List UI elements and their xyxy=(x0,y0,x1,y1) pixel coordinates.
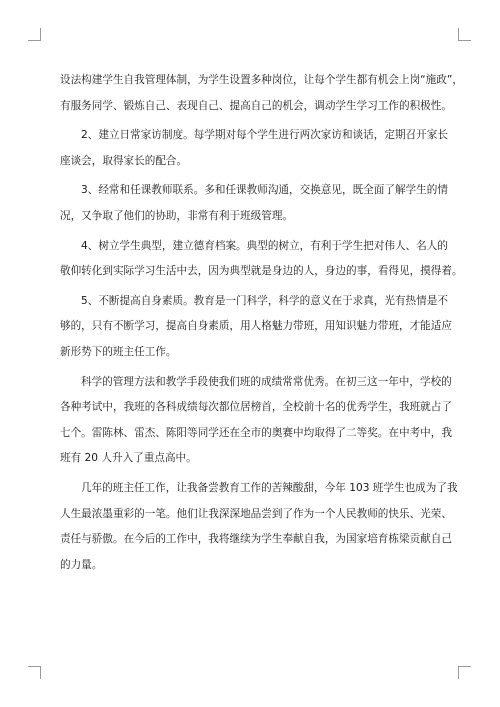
text-line: 2、建立日常家访制度。每学期对每个学生进行两次家访和谈话，定期召开家长 xyxy=(81,129,448,142)
paragraph xyxy=(60,68,463,119)
page-corner-mark-bottom-right xyxy=(458,666,471,679)
paragraph xyxy=(60,289,452,366)
text-line: 敬仰转化到实际学习生活中去，因为典型就是身边的人，身边的事，看得见，摸得着。 xyxy=(60,265,463,278)
paragraph xyxy=(60,123,446,174)
page-corner-mark-top-right xyxy=(458,28,471,41)
paragraph xyxy=(60,178,446,229)
page-corner-mark-bottom-left xyxy=(28,666,41,679)
text-line: 有服务同学、锻炼自己、表现自己、提高自己的机会，调动学生学习工作的积极性。 xyxy=(60,99,452,112)
text-line: 几年的班主任工作，让我备尝教育工作的苦辣酸甜，今年 103 班学生也成为了我 xyxy=(81,481,458,494)
text-line: 4、树立学生典型，建立德育档案。典型的树立，有利于学生把对伟人、名人的 xyxy=(81,239,448,252)
text-line: 责任与骄傲。在今后的工作中，我将继续为学生奉献自我，为国家培育栋梁贡献自己 xyxy=(60,533,452,546)
text-line: 3、经常和任课教师联系。多和任课教师沟通，交换意见，既全面了解学生的情 xyxy=(81,184,448,197)
document-body xyxy=(60,68,463,582)
page-corner-mark-top-left xyxy=(28,28,41,41)
text-line: 科学的管理方法和教学手段使我们班的成绩常常优秀。在初三这一年中，学校的 xyxy=(81,375,452,388)
paragraph xyxy=(60,476,458,578)
text-line: 座谈会，取得家长的配合。 xyxy=(60,154,188,167)
text-line: 够的，只有不断学习，提高自身素质，用人格魅力带班，用知识魅力带班，才能适应 xyxy=(60,320,452,333)
text-line: 人生最浓墨重彩的一笔。他们让我深深地品尝到了作为一个人民教师的快乐、光荣、 xyxy=(60,507,452,520)
text-line: 的力量。 xyxy=(60,558,103,571)
paragraph xyxy=(60,370,452,472)
text-line: 新形势下的班主任工作。 xyxy=(60,345,177,358)
paragraph xyxy=(60,234,463,285)
text-line: 班有 20 人升入了重点高中。 xyxy=(60,452,197,465)
text-line: 5、不断提高自身素质。教育是一门科学，科学的意义在于求真，光有热情是不 xyxy=(81,294,448,307)
text-line: 况，又争取了他们的协助，非常有利于班级管理。 xyxy=(60,209,294,222)
text-line: 七个。雷陈林、雷杰、陈阳等同学还在全市的奥赛中均取得了二等奖。在中考中，我 xyxy=(60,426,452,439)
text-line: 各种考试中，我班的各科成绩每次都位居榜首，全校前十名的优秀学生，我班就占了 xyxy=(60,401,452,414)
text-line: 设法构建学生自我管理体制，为学生设置多种岗位，让每个学生都有机会上岗“施政”， xyxy=(60,74,463,86)
